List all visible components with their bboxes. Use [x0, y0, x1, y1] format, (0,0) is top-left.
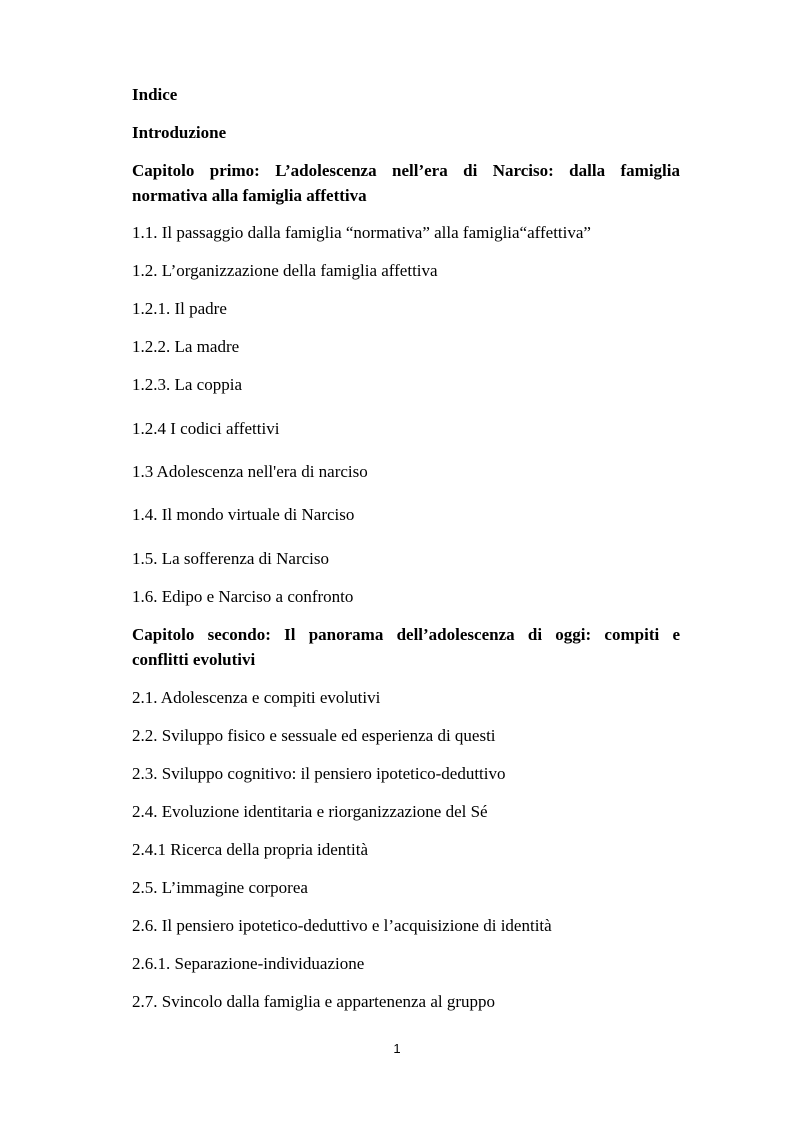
toc-entry-2-4: 2.4. Evoluzione identitaria e riorganizzazione del Sé	[132, 802, 488, 821]
index-title: Indice	[132, 85, 178, 104]
toc-entry-1-2-2: 1.2.2. La madre	[132, 337, 240, 356]
toc-entry-2-4-1: 2.4.1 Ricerca della propria identità	[132, 840, 369, 859]
toc-entry-2-2: 2.2. Sviluppo fisico e sessuale ed esperienza di questi	[132, 726, 496, 745]
toc-entry-1-5: 1.5. La sofferenza di Narciso	[132, 549, 329, 568]
toc-entry-2-5: 2.5. L’immagine corporea	[132, 878, 308, 897]
toc-entry-1-2-3: 1.2.3. La coppia	[132, 375, 242, 394]
toc-entry-1-2: 1.2. L’organizzazione della famiglia affettiva	[132, 261, 438, 280]
toc-entry-1-2-1: 1.2.1. Il padre	[132, 299, 227, 318]
chapter1-heading-line2: normativa alla famiglia affettiva	[132, 186, 367, 205]
page-number: 1	[393, 1041, 401, 1056]
introduction-heading: Introduzione	[132, 123, 227, 142]
toc-entry-2-3: 2.3. Sviluppo cognitivo: il pensiero ipotetico-deduttivo	[132, 764, 506, 783]
toc-entry-1-1: 1.1. Il passaggio dalla famiglia “normativa” alla famiglia“affettiva”	[132, 223, 591, 242]
toc-entry-2-1: 2.1. Adolescenza e compiti evolutivi	[132, 688, 381, 707]
toc-entry-2-6-1: 2.6.1. Separazione-individuazione	[132, 954, 365, 973]
chapter2-heading-line1: Capitolo secondo: Il panorama dell’adolescenza di oggi: compiti e	[132, 625, 680, 644]
chapter1-heading-line1: Capitolo primo: L’adolescenza nell’era di Narciso: dalla famiglia	[132, 161, 680, 180]
toc-entry-1-6: 1.6. Edipo e Narciso a confronto	[132, 587, 354, 606]
toc-entry-1-2-4: 1.2.4 I codici affettivi	[132, 419, 280, 438]
toc-entry-1-4: 1.4. Il mondo virtuale di Narciso	[132, 505, 355, 524]
toc-entry-2-6: 2.6. Il pensiero ipotetico-deduttivo e l’acquisizione di identità	[132, 916, 552, 935]
toc-entry-1-3: 1.3 Adolescenza nell'era di narciso	[132, 462, 368, 481]
toc-entry-2-7: 2.7. Svincolo dalla famiglia e appartenenza al gruppo	[132, 992, 496, 1011]
chapter2-heading-line2: conflitti evolutivi	[132, 650, 256, 669]
